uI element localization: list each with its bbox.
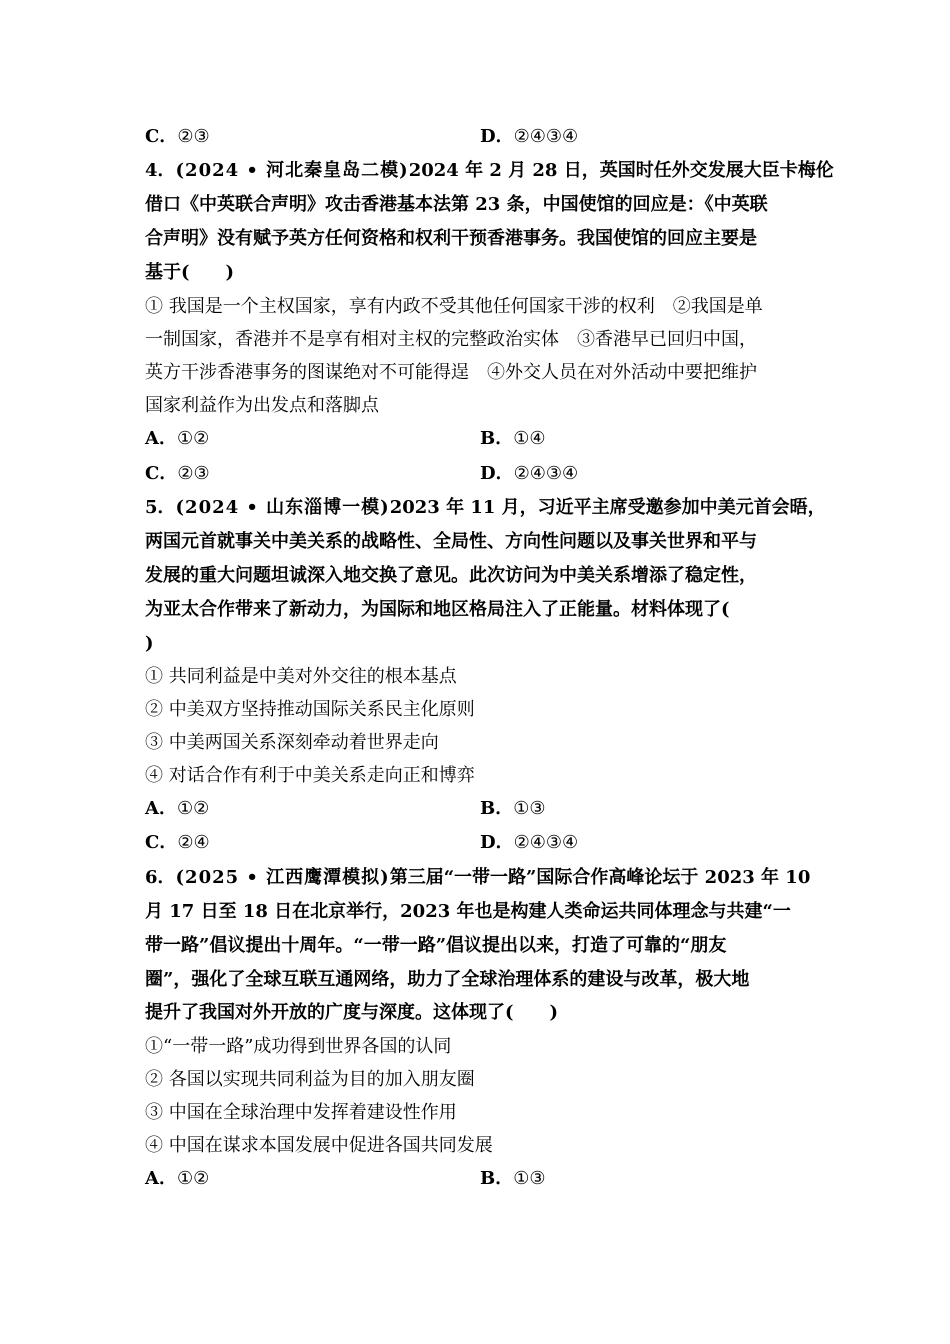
- q6-stem-line-1: [145, 865, 810, 891]
- q4-stem-line-2: 借口《中英联合声明》攻击香港基本法第 23 条，中国使馆的回应是：《中英联: [145, 194, 768, 215]
- q4-option-a[interactable]: A．①②: [145, 428, 210, 449]
- q5-stem-line-3: 发展的重大问题坦诚深入地交换了意见。此次访问为中美关系增添了稳定性，: [145, 565, 757, 586]
- q5-stem-line-5: ): [145, 633, 154, 654]
- q6-number: 6．: [145, 867, 176, 888]
- q4-stem-line-3: 合声明》没有赋予英方任何资格和权利干预香港事务。我国使馆的回应主要是: [145, 228, 757, 249]
- q3-option-d[interactable]: D．②④③④: [480, 126, 579, 147]
- q5-stem-line-1: [145, 495, 826, 521]
- q3-option-c[interactable]: C．②③: [145, 126, 210, 147]
- q6-statement-4: ④ 中国在谋求本国发展中促进各国共同发展: [145, 1135, 493, 1156]
- q4-source: (2024 • 河北秦皇岛二模): [175, 160, 409, 181]
- q4-stem-line-1: [145, 158, 834, 184]
- q6-options-row-ab: [145, 1166, 810, 1192]
- q6-statement-2: ② 各国以实现共同利益为目的加入朋友圈: [145, 1069, 475, 1090]
- q5-text-1: 2023 年 11 月，习近平主席受邀参加中美元首会晤，: [389, 497, 826, 518]
- q5-stem-line-4: 为亚太合作带来了新动力，为国际和地区格局注入了正能量。材料体现了(: [145, 599, 730, 620]
- q5-statement-4: ④ 对话合作有利于中美关系走向正和博弈: [145, 765, 475, 786]
- q5-option-c[interactable]: C．②④: [145, 832, 210, 853]
- q6-statement-1: ①“一带一路”成功得到世界各国的认同: [145, 1036, 452, 1057]
- q4-statements-line-1: ① 我国是一个主权国家，享有内政不受其他任何国家干涉的权利 ②我国是单: [145, 296, 763, 317]
- q6-stem-line-2: 月 17 日至 18 日在北京举行，2023 年也是构建人类命运共同体理念与共建“一: [145, 901, 791, 922]
- q6-option-b[interactable]: B．①③: [480, 1168, 546, 1189]
- q4-option-c[interactable]: C．②③: [145, 463, 210, 484]
- q6-source: (2025 • 江西鹰潭模拟): [175, 867, 390, 888]
- q6-text-1: 第三届“一带一路”国际合作高峰论坛于 2023 年 10: [389, 867, 811, 888]
- q6-stem-line-5: 提升了我国对外开放的广度与深度。这体现了( ): [145, 1002, 559, 1023]
- q6-option-a[interactable]: A．①②: [145, 1168, 210, 1189]
- q4-options-row-ab: [145, 426, 810, 452]
- q4-options-row-cd: [145, 461, 810, 487]
- q4-statements-line-3: 英方干涉香港事务的图谋绝对不可能得逞 ④外交人员在对外活动中要把维护: [145, 362, 757, 383]
- q4-option-b[interactable]: B．①④: [480, 428, 546, 449]
- q5-statement-3: ③ 中美两国关系深刻牵动着世界走向: [145, 732, 439, 753]
- q5-option-b[interactable]: B．①③: [480, 798, 546, 819]
- q4-stem-line-4: 基于( ): [145, 262, 235, 283]
- q4-statements-line-4: 国家利益作为出发点和落脚点: [145, 395, 379, 416]
- q4-number: 4．: [145, 160, 176, 181]
- q6-stem-line-4: 圈”，强化了全球互联互通网络，助力了全球治理体系的建设与改革，极大地: [145, 969, 750, 990]
- q5-statement-1: ① 共同利益是中美对外交往的根本基点: [145, 666, 457, 687]
- q5-options-row-ab: [145, 796, 810, 822]
- q4-statements-line-2: 一制国家，香港并不是享有相对主权的完整政治实体 ③香港早已回归中国，: [145, 329, 757, 350]
- q5-option-a[interactable]: A．①②: [145, 798, 210, 819]
- q5-options-row-cd: [145, 830, 810, 856]
- q6-stem-line-3: 带一路”倡议提出十周年。“一带一路”倡议提出以来，打造了可靠的“朋友: [145, 935, 727, 956]
- q5-number: 5．: [145, 497, 176, 518]
- q5-statement-2: ② 中美双方坚持推动国际关系民主化原则: [145, 699, 475, 720]
- q5-option-d[interactable]: D．②④③④: [480, 832, 579, 853]
- q4-text-1: 2024 年 2 月 28 日，英国时任外交发展大臣卡梅伦: [408, 160, 834, 181]
- q3-options-row-cd: [145, 124, 810, 150]
- q5-source: (2024 • 山东淄博一模): [175, 497, 390, 518]
- q5-stem-line-2: 两国元首就事关中美关系的战略性、全局性、方向性问题以及事关世界和平与: [145, 531, 757, 552]
- q4-option-d[interactable]: D．②④③④: [480, 463, 579, 484]
- q6-statement-3: ③ 中国在全球治理中发挥着建设性作用: [145, 1102, 457, 1123]
